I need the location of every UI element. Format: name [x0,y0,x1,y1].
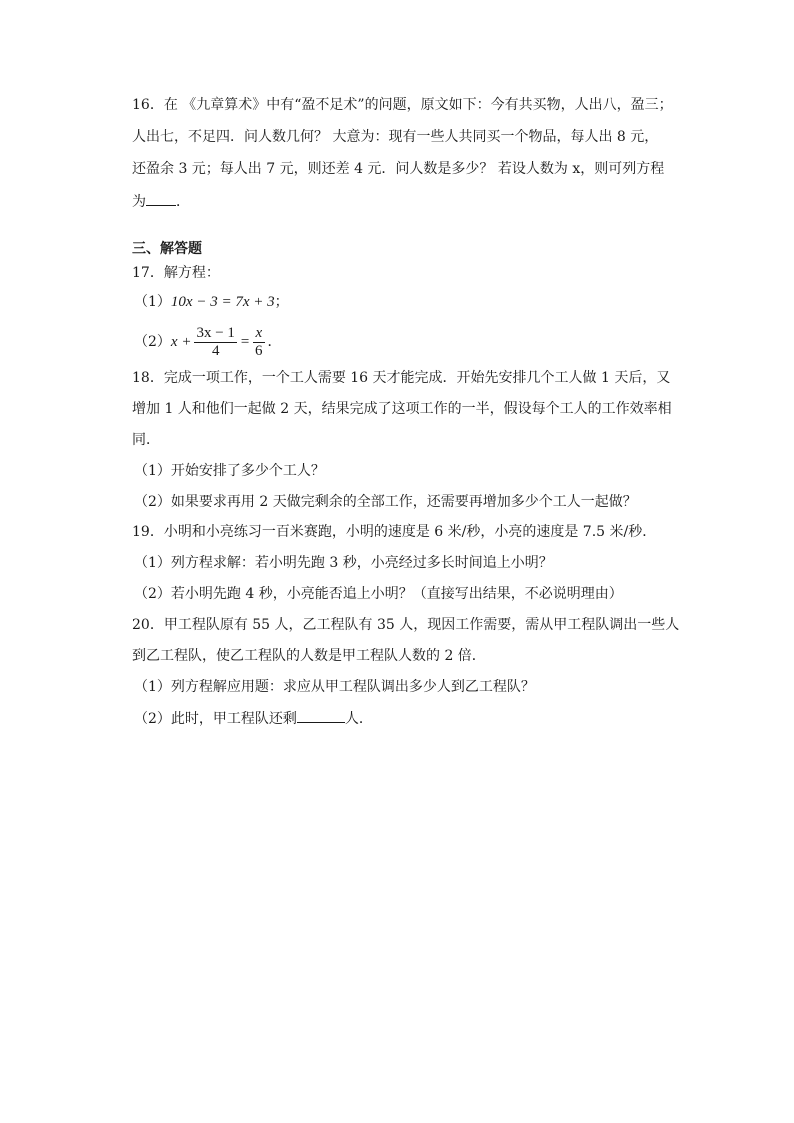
q20-line-2: 到乙工程队，使乙工程队的人数是甲工程队人数的 2 倍． [132,648,486,664]
q17-part-2-equals: = [239,334,251,350]
q20-line-1: 20．甲工程队原有 55 人，乙工程队有 35 人，现因工作需要，需从甲工程队调出一些人 [132,617,680,633]
q19-part-1: （1）列方程求解：若小明先跑 3 秒，小亮经过多长时间追上小明？ [134,555,553,571]
q18-line-1: 18．完成一项工作，一个工人需要 16 天才能完成．开始先安排几个工人做 1 天后，又 [132,370,671,386]
q17-part-2-fraction-1 [194,325,236,360]
q17-part-2 [134,323,282,361]
q16-line-4-prefix: 为 [132,194,146,210]
q17-part-1-label: （1） [134,294,171,310]
q17-part-1-end: ； [274,294,289,310]
q16-line-2: 人出七，不足四．问人数几何？ 大意为：现有一些人共同买一个物品，每人出 8 元， [132,129,659,145]
q17-part-1-equation: 10x − 3 = 7x + 3 [170,294,275,310]
q17-part-2-fraction-2 [253,325,265,360]
q16-answer-blank[interactable] [146,191,176,206]
q20-part-1: （1）列方程解应用题：求应从甲工程队调出多少人到乙工程队？ [134,679,535,695]
q17-part-2-lhs: x + [170,334,192,350]
q18-part-2: （2）如果要求再用 2 天做完剩余的全部工作，还需要再增加多少个工人一起做？ [134,494,637,510]
q17-intro: 17．解方程： [132,265,220,281]
q16-line-3: 还盈余 3 元；每人出 7 元，则还差 4 元．问人数是多少？ 若设人数为 x，则可列方程 [132,161,665,177]
q17-fraction-1-denominator: 4 [211,342,220,359]
q19-part-2: （2）若小明先跑 4 秒，小亮能否追上小明？（直接写出结果，不必说明理由） [134,586,623,602]
q17-part-1 [134,292,289,312]
section-title: 三、解答题 [132,241,202,257]
q16-line-4 [132,191,190,212]
q20-part-2-suffix: 人． [344,711,373,727]
q19-line-1: 19．小明和小亮练习一百米赛跑，小明的速度是 6 米/秒，小亮的速度是 7.5 米/秒． [132,524,657,540]
q17-part-2-end: ． [267,334,282,350]
q18-line-3: 同． [132,432,160,448]
q16-line-1: 16．在 《九章算术》中有“盈不足术”的问题，原文如下：今有共买物，人出八，盈三； [132,97,673,113]
q16-line-4-suffix: ． [176,194,190,210]
q20-answer-blank[interactable] [297,708,345,723]
q20-part-2-prefix: （2）此时，甲工程队还剩 [134,711,297,727]
q18-part-1: （1）开始安排了多少个工人？ [134,463,325,479]
q17-fraction-1-numerator: 3x − 1 [196,324,235,341]
q17-fraction-2-denominator: 6 [255,342,263,359]
q17-fraction-2-numerator: x [253,325,265,343]
q17-part-2-label: （2） [134,334,171,350]
q18-line-2: 增加 1 人和他们一起做 2 天，结果完成了这项工作的一半，假设每个工人的工作效率相 [132,401,672,417]
q20-part-2 [134,708,373,729]
